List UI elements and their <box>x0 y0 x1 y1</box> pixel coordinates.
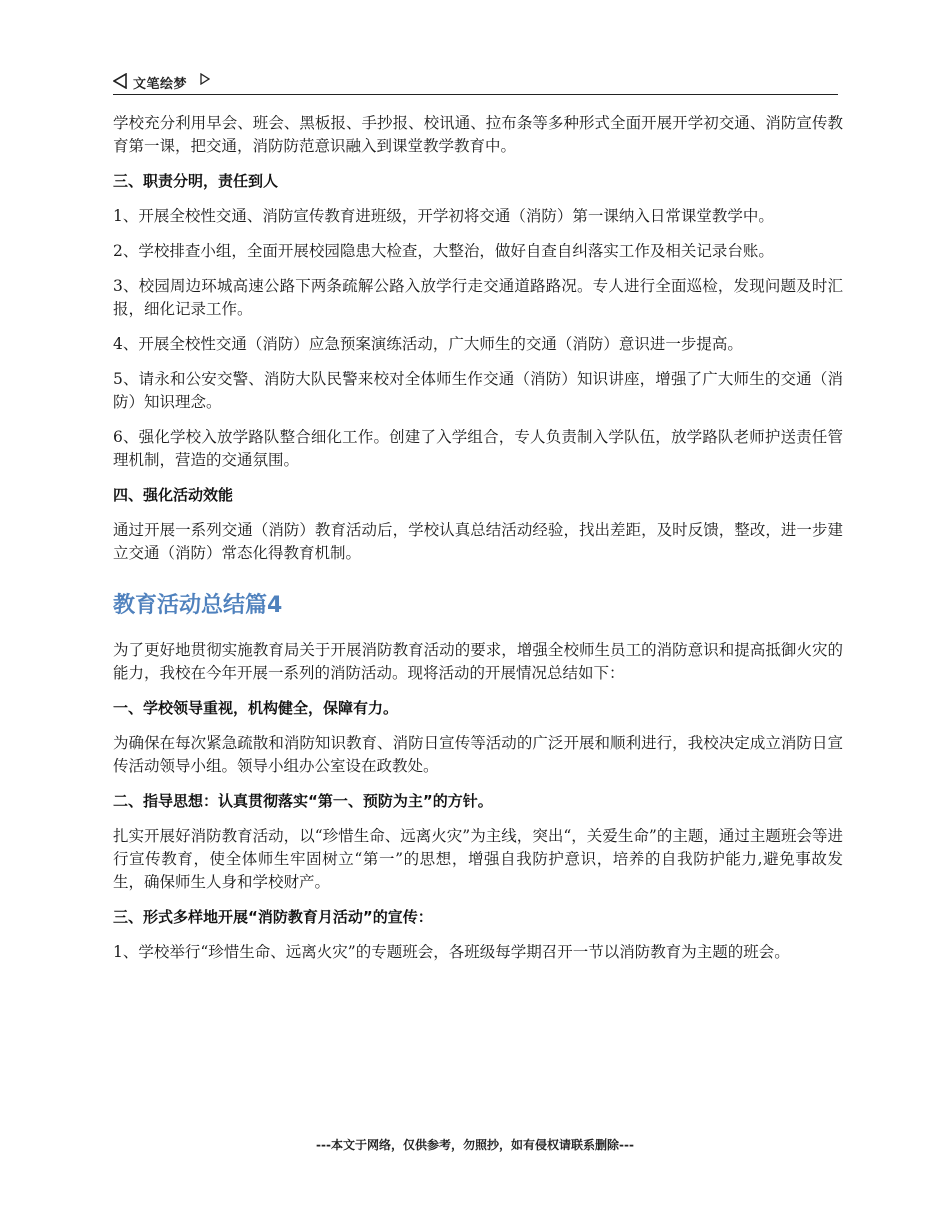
list-item: 3、校园周边环城高速公路下两条疏解公路入放学行走交通道路路况。专人进行全面巡检，发现问题及时汇报，细化记录工作。 <box>113 277 843 318</box>
paragraph-section-4: 通过开展一系列交通（消防）教育活动后，学校认真总结活动经验，找出差距，及时反馈，整改，进一步建立交通（消防）常态化得教育机制。 <box>113 521 843 562</box>
triangle-right-outline-icon <box>200 73 210 85</box>
triangle-left-outline-icon <box>113 73 127 89</box>
article-title: 教育活动总结篇4 <box>113 593 283 618</box>
paragraph-article-3-item-1: 1、学校举行“珍惜生命、远离火灾”的专题班会，各班级每学期召开一节以消防教育为主题的班会。 <box>113 943 790 961</box>
article-heading-2: 二、指导思想：认真贯彻落实“第一、预防为主”的方针。 <box>113 792 493 810</box>
brand-name: 文笔绘梦 <box>133 77 188 92</box>
article-heading-1: 一、学校领导重视，机构健全，保障有力。 <box>113 699 399 717</box>
section-heading-4: 四、强化活动效能 <box>113 486 234 504</box>
list-item: 5、请永和公安交警、消防大队民警来校对全体师生作交通（消防）知识讲座，增强了广大师生的交通（消防）知识理念。 <box>113 370 843 411</box>
list-item: 4、开展全校性交通（消防）应急预案演练活动，广大师生的交通（消防）意识进一步提高。 <box>113 335 743 353</box>
article-heading-3: 三、形式多样地开展“消防教育月活动”的宣传： <box>113 908 433 926</box>
paragraph-article-1: 为确保在每次紧急疏散和消防知识教育、消防日宣传等活动的广泛开展和顺利进行，我校决定成立消防日宣传活动领导小组。领导小组办公室设在政教处。 <box>113 734 843 775</box>
list-item: 1、开展全校性交通、消防宣传教育进班级，开学初将交通（消防）第一课纳入日常课堂教学中。 <box>113 207 774 225</box>
footer-notice: ---本文于网络，仅供参考，勿照抄，如有侵权请联系删除--- <box>316 1138 634 1152</box>
list-item: 6、强化学校入放学路队整合细化工作。创建了入学组合，专人负责制入学队伍，放学路队老师护送责任管理机制，营造的交通氛围。 <box>113 428 843 469</box>
paragraph-intro: 学校充分利用早会、班会、黑板报、手抄报、校讯通、拉布条等多种形式全面开展开学初交通、消防宣传教育第一课，把交通，消防防范意识融入到课堂教学教育中。 <box>113 114 843 155</box>
list-item: 2、学校排查小组，全面开展校园隐患大检查，大整治，做好自查自纠落实工作及相关记录台账。 <box>113 242 774 260</box>
document-body <box>113 112 843 976</box>
page-header <box>113 70 838 95</box>
paragraph-article-2: 扎实开展好消防教育活动，以“珍惜生命、远离火灾”为主线，突出“，关爱生命”的主题，通过主题班会等进行宣传教育，使全体师生牢固树立“第一”的思想，增强自我防护意识，培养的自我防护能力,避免事故发生，确保师生人身和学校财产。 <box>113 827 843 891</box>
paragraph-article-intro: 为了更好地贯彻实施教育局关于开展消防教育活动的要求，增强全校师生员工的消防意识和提高抵御火灾的能力，我校在今年开展一系列的消防活动。现将活动的开展情况总结如下： <box>113 641 843 682</box>
section-heading-3: 三、职责分明，责任到人 <box>113 172 279 190</box>
